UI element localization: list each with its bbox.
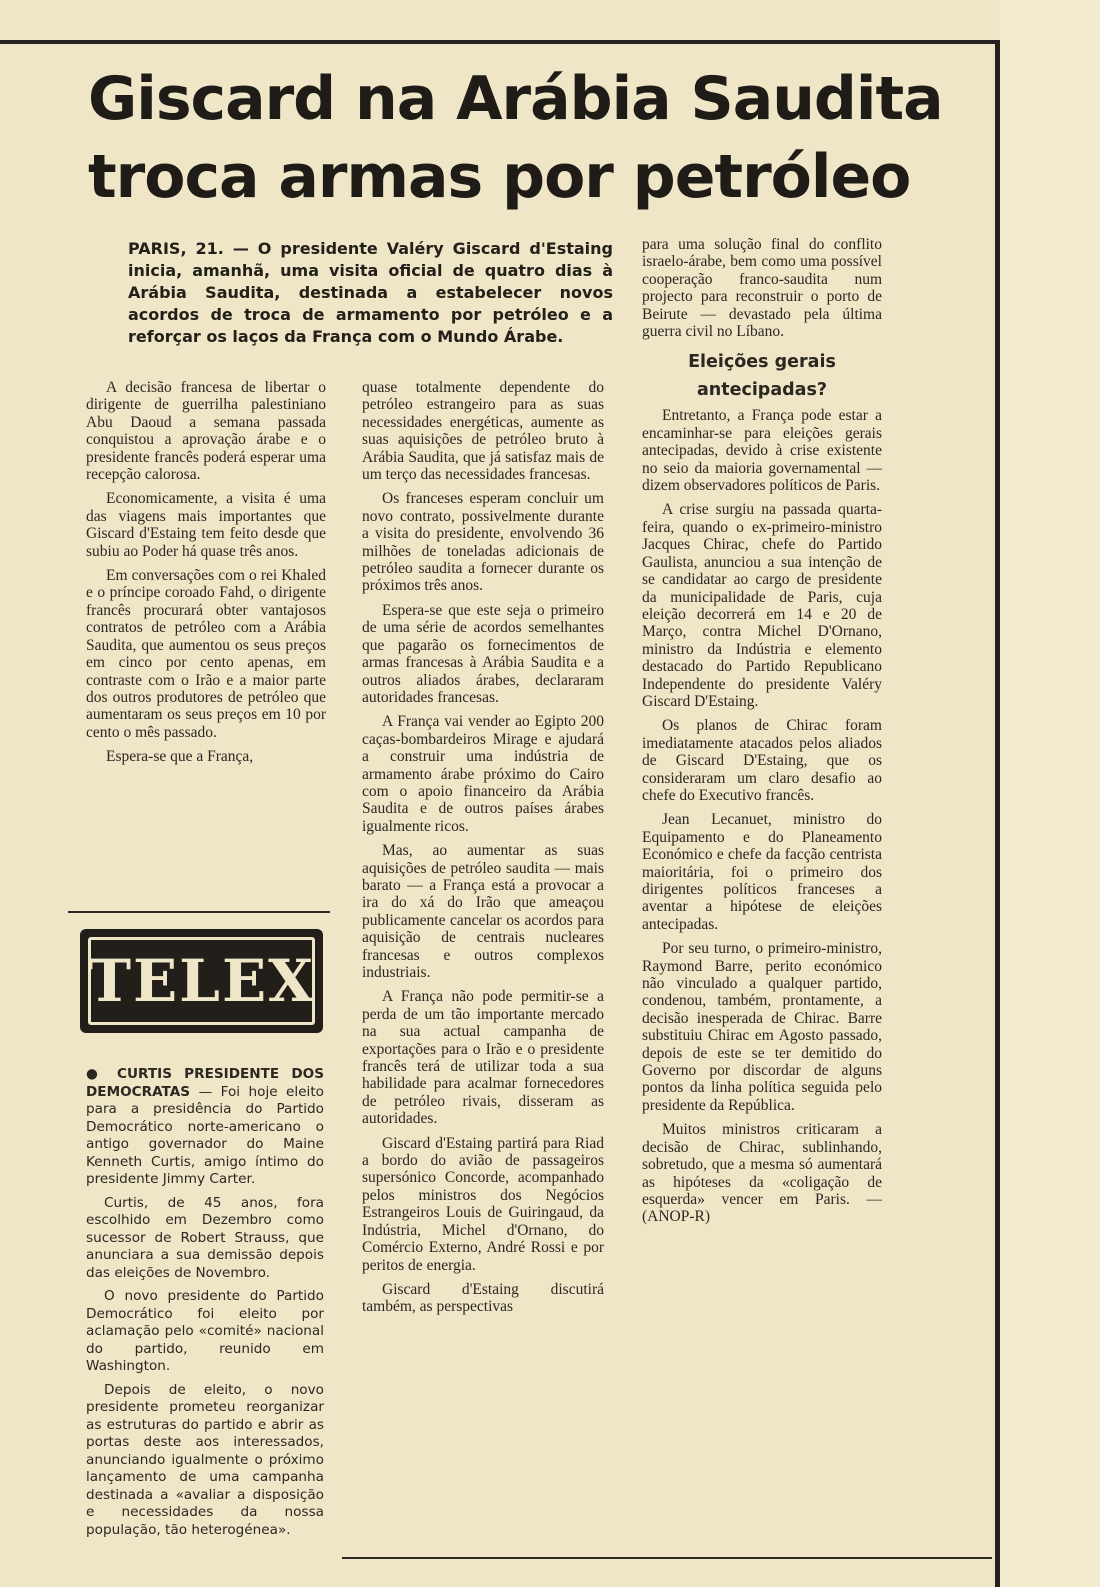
- headline: [88, 60, 988, 216]
- bullet-icon: ●: [86, 1066, 106, 1082]
- bottom-rule: [342, 1557, 992, 1559]
- paragraph: Espera-se que a França,: [106, 748, 254, 766]
- paragraph: Por seu turno, o primeiro-ministro, Raymond Barre, perito económico não vinculado a qualquer partido, condenou, também, prontamente, a decisão inesperada de Chirac. Barre substituiu Chirac em Agosto passado, depois de este se ter demitido do Governo por discordar de alguns pontos da linha política seguida pelo presidente da República.: [642, 940, 882, 1114]
- paragraph: A decisão francesa de libertar o dirigente de guerrilha palestiniano Abu Daoud a semana passada conquistou a aprovação árabe e o presidente francês poderá esperar uma recepção calorosa.: [86, 379, 326, 484]
- headline-line-1: Giscard na Arábia Saudita: [88, 64, 943, 134]
- article-column-3: [642, 236, 882, 1233]
- paragraph: O novo presidente do Partido Democrático foi eleito por aclamação pelo «comité» nacional do partido, reunido em Washington.: [86, 1288, 324, 1374]
- section-subheading: Eleições gerais antecipadas?: [688, 352, 836, 401]
- paragraph: Os planos de Chirac foram imediatamente atacados pelos aliados de Giscard D'Estaing, que os consideraram um claro desafio ao chefe do Executivo francês.: [642, 717, 882, 804]
- frame-top-rule: [0, 40, 1000, 44]
- article-column-1: [86, 379, 326, 773]
- telex-logo: [80, 929, 323, 1033]
- paragraph: Curtis, de 45 anos, fora escolhido em Dezembro como sucessor de Robert Strauss, que anunciara a sua demissão depois das eleições de Novembro.: [86, 1194, 324, 1281]
- paragraph: Giscard d'Estaing partirá para Riad a bordo do avião de passageiros supersónico Concorde, acompanhado pelos ministros dos Negócios Estrangeiros Louis de Guiringaud, da Indústria, Michel d'Ornano, do Comércio Externo, André Rossi e por peritos de energia.: [362, 1134, 604, 1274]
- paragraph: Os franceses esperam concluir um novo contrato, possivelmente durante a visita do presidente, envolvendo 36 milhões de toneladas adicionais de petróleo saudita a fornecer durante os próximos três anos.: [362, 490, 604, 595]
- headline-line-2: troca armas por petróleo: [88, 142, 911, 212]
- paragraph: Espera-se que este seja o primeiro de uma série de acordos semelhantes que pagarão os fornecimentos de armas francesas à Arábia Saudita e a outros aliados árabes, declararam autoridades francesas.: [362, 601, 604, 706]
- paragraph: Em conversações com o rei Khaled e o príncipe coroado Fahd, o dirigente francês procurará obter vantajosos contratos de petróleo com a Arábia Saudita, que aumentou os seus preços em cinco por cento apenas, em contraste com o Irão e a maior parte dos outros produtores de petróleo que aumentaram os seus preços em 10 por cento o mês passado.: [86, 567, 326, 741]
- article-column-2: [362, 379, 604, 1323]
- telex-item: [86, 1066, 324, 1189]
- paragraph: A França não pode permitir-se a perda de um tão importante mercado na sua actual campanha de exportações para o Irão e o presidente francês terá de utilizar toda a sua habilidade para acalmar fornecedores de petróleo rivais, disseram as autoridades.: [362, 988, 604, 1128]
- telex-item-intro: — Foi hoje eleito para a presidência do Partido Democrático norte-americano o antigo governador do Maine Kenneth Curtis, amigo íntimo do presidente Jimmy Carter.: [86, 1083, 324, 1187]
- page-margin: [1000, 0, 1100, 1587]
- paragraph: A França vai vender ao Egipto 200 caças-bombardeiros Mirage e ajudará a construir uma indústria de armamento árabe próximo do Cairo com o apoio financeiro da Arábia Saudita e de outros países árabes igualmente ricos.: [362, 713, 604, 835]
- paragraph: Economicamente, a visita é uma das viagens mais importantes que Giscard d'Estaing tem feito desde que subiu ao Poder há quase três anos.: [86, 490, 326, 560]
- telex-logo-text: TELEX: [87, 947, 316, 1015]
- paragraph: para uma solução final do conflito israelo-árabe, bem como uma possível cooperação franco-saudita num projecto para reconstruir o porto de Beirute — devastado pela última guerra civil no Líbano.: [642, 236, 882, 341]
- telex-item-title: CURTIS PRESIDENTE DOS DEMOCRATAS: [86, 1066, 324, 1100]
- paragraph: Mas, ao aumentar as suas aquisições de petróleo saudita — mais barato — a França está a provocar a ira do xá do Irão que ameaçou publicamente cancelar os acordos para aquisição de centrais nucleares francesas e outros complexos industriais.: [362, 842, 604, 981]
- telex-news-column: [86, 1066, 324, 1545]
- paragraph: Muitos ministros criticaram a decisão de Chirac, sublinhando, sobretudo, que a mesma só aumentará as hipóteses da «coligação de esquerda» vencer em Paris. — (ANOP-R): [642, 1121, 882, 1226]
- paragraph: Depois de eleito, o novo presidente prometeu reorganizar as estruturas do partido e abrir as portas deste aos interessados, anunciando igualmente o próximo lançamento de uma campanha destinada a «avaliar a disposição e necessidades da nossa população, tão heterogénea».: [86, 1381, 324, 1538]
- frame-right-rule: [995, 40, 1000, 1587]
- paragraph: Entretanto, a França pode estar a encaminhar-se para eleições gerais antecipadas, devido à crise existente no seio da maioria governamental — dizem observadores políticos de Paris.: [642, 407, 882, 495]
- paragraph: Giscard d'Estaing discutirá também, as perspectivas: [362, 1280, 604, 1316]
- column-separator-rule: [68, 911, 330, 913]
- paragraph: Jean Lecanuet, ministro do Equipamento e do Planeamento Económico e chefe da facção centrista maioritária, foi o primeiro dos dirigentes políticos franceses a aventar a hipótese de eleições antecipadas.: [642, 811, 882, 933]
- paragraph: quase totalmente dependente do petróleo estrangeiro para as suas necessidades energéticas, aumente as suas aquisições de petróleo bruto à Arábia Saudita, que já satisfaz mais de um terço das necessidades francesas.: [362, 379, 604, 484]
- lead-paragraph: PARIS, 21. — O presidente Valéry Giscard d'Estaing inicia, amanhã, uma visita oficial de quatro dias à Arábia Saudita, destinada a estabelecer novos acordos de troca de armamento por petróleo e a reforçar os laços da França com o Mundo Árabe.: [128, 239, 613, 346]
- paragraph: A crise surgiu na passada quarta-feira, quando o ex-primeiro-ministro Jacques Chirac, chefe do Partido Gaulista, anunciou a sua intenção de se candidatar ao cargo de presidente da municipalidade de Paris, cuja eleição decorrerá em 14 e 20 de Março, contra Michel D'Ornano, ministro da Indústria e elemento destacado do Partido Republicano Independente do presidente Valéry Giscard D'Estaing.: [642, 501, 882, 710]
